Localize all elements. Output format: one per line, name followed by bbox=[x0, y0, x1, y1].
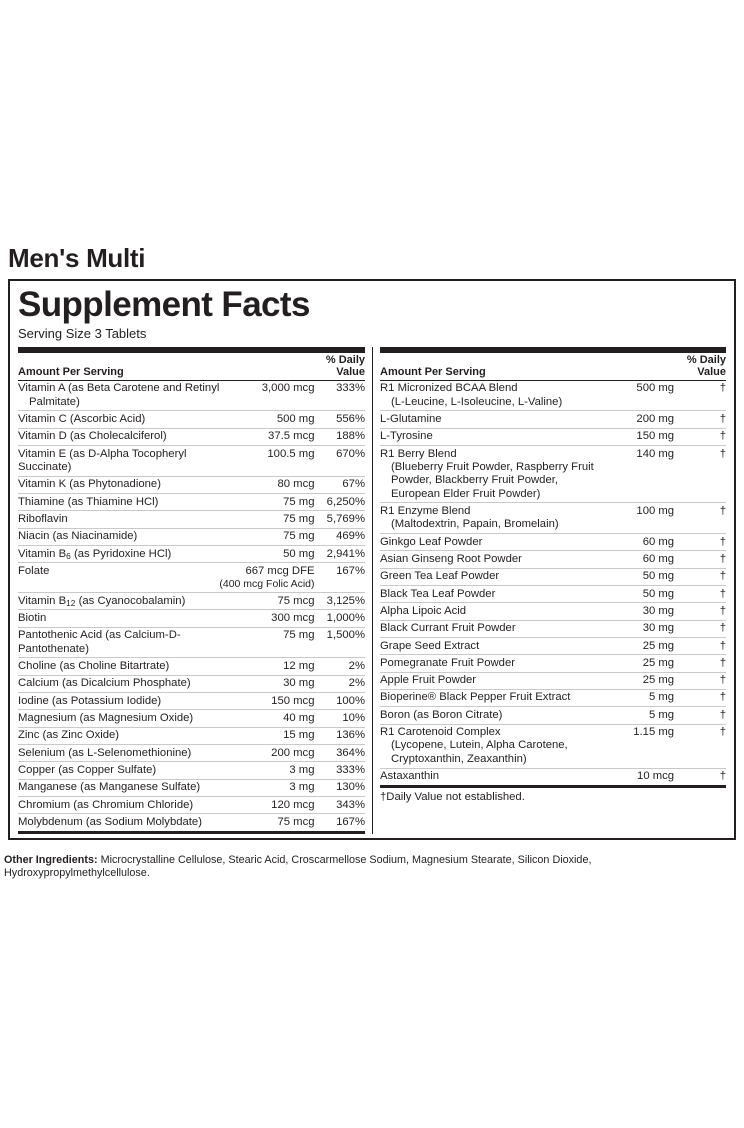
nutrient-daily-value: † bbox=[674, 411, 726, 428]
nutrient-amount: 10 mcg bbox=[595, 768, 675, 786]
nutrient-daily-value: 556% bbox=[315, 411, 366, 428]
nutrient-name: Alpha Lipoic Acid bbox=[380, 603, 595, 620]
other-ingredients-text: Microcrystalline Cellulose, Stearic Acid, Croscarmellose Sodium, Magnesium Stearate, Silicon Dioxide, Hydroxypropylmethylcellulose. bbox=[4, 854, 592, 880]
nutrient-daily-value: † bbox=[674, 707, 726, 724]
nutrient-name: Selenium (as L-Selenomethionine) bbox=[18, 745, 219, 762]
table-row bbox=[18, 528, 365, 545]
nutrient-amount: 100 mg bbox=[595, 503, 675, 534]
nutrient-name: Riboflavin bbox=[18, 511, 219, 528]
table-row bbox=[380, 724, 726, 768]
nutrient-daily-value: 469% bbox=[315, 528, 366, 545]
table-row bbox=[380, 503, 726, 534]
nutrient-name: Copper (as Copper Sulfate) bbox=[18, 762, 219, 779]
nutrient-daily-value: 2% bbox=[315, 675, 366, 692]
table-row bbox=[380, 707, 726, 724]
nutrient-name: Magnesium (as Magnesium Oxide) bbox=[18, 710, 219, 727]
nutrient-amount: 50 mg bbox=[219, 546, 314, 563]
table-row bbox=[380, 768, 726, 786]
nutrient-name: R1 Enzyme Blend (Maltodextrin, Papain, Bromelain) bbox=[380, 503, 595, 534]
nutrient-amount: 3,000 mcg bbox=[219, 380, 314, 411]
nutrient-name: Vitamin K (as Phytonadione) bbox=[18, 476, 219, 493]
page-title: Men's Multi bbox=[8, 243, 146, 273]
nutrient-amount: 3 mg bbox=[219, 762, 314, 779]
table-row bbox=[18, 779, 365, 796]
nutrient-name: Boron (as Boron Citrate) bbox=[380, 707, 595, 724]
nutrient-daily-value: 3,125% bbox=[315, 593, 366, 610]
nutrient-name: Vitamin A (as Beta Carotene and Retinyl Palmitate) bbox=[18, 380, 219, 411]
nutrient-name: Asian Ginseng Root Powder bbox=[380, 551, 595, 568]
table-row bbox=[18, 745, 365, 762]
nutrient-amount: 75 mcg bbox=[219, 593, 314, 610]
table-row bbox=[18, 380, 365, 411]
table-row bbox=[380, 446, 726, 503]
table-row bbox=[18, 428, 365, 445]
nutrient-daily-value: † bbox=[674, 428, 726, 445]
nutrient-name: Chromium (as Chromium Chloride) bbox=[18, 797, 219, 814]
nutrient-amount: 667 mcg DFE (400 mcg Folic Acid) bbox=[219, 563, 314, 593]
nutrient-name: Niacin (as Niacinamide) bbox=[18, 528, 219, 545]
table-row bbox=[18, 411, 365, 428]
nutrient-amount: 15 mg bbox=[219, 727, 314, 744]
nutrient-name: Iodine (as Potassium Iodide) bbox=[18, 693, 219, 710]
nutrient-amount: 30 mg bbox=[219, 675, 314, 692]
nutrient-daily-value: 1,000% bbox=[315, 610, 366, 627]
table-row bbox=[18, 658, 365, 675]
table-row bbox=[380, 411, 726, 428]
table-row bbox=[18, 762, 365, 779]
table-row bbox=[18, 593, 365, 610]
nutrient-name: Zinc (as Zinc Oxide) bbox=[18, 727, 219, 744]
nutrient-amount: 60 mg bbox=[595, 551, 675, 568]
table-row bbox=[18, 627, 365, 658]
nutrient-daily-value: 343% bbox=[315, 797, 366, 814]
nutrient-amount: 1.15 mg bbox=[595, 724, 675, 768]
nutrient-amount: 500 mg bbox=[595, 380, 675, 411]
nutrient-amount: 120 mcg bbox=[219, 797, 314, 814]
table-row bbox=[380, 380, 726, 411]
table-header-row bbox=[18, 350, 365, 381]
table-header-row bbox=[380, 350, 726, 381]
nutrient-amount: 40 mg bbox=[219, 710, 314, 727]
nutrient-amount: 25 mg bbox=[595, 655, 675, 672]
table-row bbox=[380, 534, 726, 551]
nutrient-daily-value: 670% bbox=[315, 446, 366, 477]
nutrient-name: Choline (as Choline Bitartrate) bbox=[18, 658, 219, 675]
table-row bbox=[380, 586, 726, 603]
nutrient-amount: 150 mcg bbox=[219, 693, 314, 710]
nutrient-amount: 300 mcg bbox=[219, 610, 314, 627]
nutrient-amount: 5 mg bbox=[595, 707, 675, 724]
nutrient-daily-value: † bbox=[674, 689, 726, 706]
nutrient-daily-value: 10% bbox=[315, 710, 366, 727]
table-row bbox=[380, 551, 726, 568]
nutrient-daily-value: 1,500% bbox=[315, 627, 366, 658]
nutrient-amount: 30 mg bbox=[595, 603, 675, 620]
nutrient-name: R1 Berry Blend (Blueberry Fruit Powder, Raspberry Fruit Powder, Blackberry Fruit Powder, European Elder Fruit Powder) bbox=[380, 446, 595, 503]
nutrient-daily-value: 67% bbox=[315, 476, 366, 493]
table-row bbox=[18, 814, 365, 832]
header-amount-per-serving: Amount Per Serving bbox=[18, 350, 219, 381]
nutrient-daily-value: † bbox=[674, 551, 726, 568]
nutrient-name: Black Tea Leaf Powder bbox=[380, 586, 595, 603]
table-row bbox=[18, 494, 365, 511]
nutrient-name: Black Currant Fruit Powder bbox=[380, 620, 595, 637]
nutrient-amount: 60 mg bbox=[595, 534, 675, 551]
header-daily-value: % Daily Value bbox=[315, 350, 366, 381]
nutrient-amount: 140 mg bbox=[595, 446, 675, 503]
header-spacer bbox=[219, 350, 314, 381]
nutrient-daily-value: 333% bbox=[315, 762, 366, 779]
nutrient-daily-value: 333% bbox=[315, 380, 366, 411]
nutrient-amount: 75 mg bbox=[219, 511, 314, 528]
supplement-facts-panel bbox=[8, 279, 736, 840]
supplement-facts-heading: Supplement Facts bbox=[18, 285, 310, 324]
table-row bbox=[18, 710, 365, 727]
other-ingredients bbox=[4, 854, 740, 880]
table-row bbox=[18, 693, 365, 710]
nutrient-name: Bioperine® Black Pepper Fruit Extract bbox=[380, 689, 595, 706]
nutrient-daily-value: 167% bbox=[315, 814, 366, 832]
nutrient-daily-value: † bbox=[674, 655, 726, 672]
nutrient-daily-value: † bbox=[674, 768, 726, 786]
header-daily-value: % Daily Value bbox=[674, 350, 726, 381]
nutrient-daily-value: † bbox=[674, 620, 726, 637]
table-row bbox=[18, 446, 365, 477]
nutrient-amount: 50 mg bbox=[595, 568, 675, 585]
nutrient-amount: 50 mg bbox=[595, 586, 675, 603]
nutrient-amount: 12 mg bbox=[219, 658, 314, 675]
nutrition-columns bbox=[18, 347, 726, 834]
nutrient-daily-value: † bbox=[674, 503, 726, 534]
nutrient-daily-value: 100% bbox=[315, 693, 366, 710]
table-row bbox=[380, 638, 726, 655]
nutrient-daily-value: 167% bbox=[315, 563, 366, 593]
nutrient-amount: 25 mg bbox=[595, 638, 675, 655]
table-row bbox=[18, 563, 365, 593]
nutrient-name: Grape Seed Extract bbox=[380, 638, 595, 655]
nutrient-amount: 80 mcg bbox=[219, 476, 314, 493]
nutrient-daily-value: † bbox=[674, 380, 726, 411]
nutrient-name: Vitamin D (as Cholecalciferol) bbox=[18, 428, 219, 445]
nutrient-name: Vitamin E (as D-Alpha Tocopheryl Succinate) bbox=[18, 446, 219, 477]
nutrition-column-right bbox=[372, 347, 726, 834]
nutrient-name: L-Tyrosine bbox=[380, 428, 595, 445]
nutrient-amount: 75 mg bbox=[219, 528, 314, 545]
nutrient-amount: 30 mg bbox=[595, 620, 675, 637]
daily-value-footnote: †Daily Value not established. bbox=[380, 790, 525, 803]
nutrient-name: R1 Carotenoid Complex (Lycopene, Lutein, Alpha Carotene, Cryptoxanthin, Zeaxanthin) bbox=[380, 724, 595, 768]
nutrient-daily-value: 130% bbox=[315, 779, 366, 796]
nutrient-daily-value: † bbox=[674, 534, 726, 551]
nutrient-name: Pomegranate Fruit Powder bbox=[380, 655, 595, 672]
table-row bbox=[18, 610, 365, 627]
table-row bbox=[380, 689, 726, 706]
table-row bbox=[18, 797, 365, 814]
nutrient-daily-value: 6,250% bbox=[315, 494, 366, 511]
nutrient-amount: 500 mg bbox=[219, 411, 314, 428]
table-row bbox=[380, 428, 726, 445]
nutrient-daily-value: † bbox=[674, 446, 726, 503]
nutrient-daily-value: † bbox=[674, 603, 726, 620]
nutrient-amount: 200 mcg bbox=[219, 745, 314, 762]
nutrient-daily-value: † bbox=[674, 568, 726, 585]
nutrient-name: R1 Micronized BCAA Blend (L-Leucine, L-Isoleucine, L-Valine) bbox=[380, 380, 595, 411]
nutrient-name: Thiamine (as Thiamine HCl) bbox=[18, 494, 219, 511]
nutrient-name: Vitamin $B_6$ (as Pyridoxine HCl) bbox=[18, 546, 219, 563]
nutrient-amount: 150 mg bbox=[595, 428, 675, 445]
nutrient-name: Pantothenic Acid (as Calcium-D-Pantothenate) bbox=[18, 627, 219, 658]
nutrient-daily-value: † bbox=[674, 724, 726, 768]
nutrient-name: Vitamin $B_{12}$ (as Cyanocobalamin) bbox=[18, 593, 219, 610]
nutrition-column-left bbox=[18, 347, 372, 834]
nutrient-daily-value: 188% bbox=[315, 428, 366, 445]
table-row bbox=[18, 476, 365, 493]
table-row bbox=[18, 675, 365, 692]
table-row bbox=[380, 620, 726, 637]
nutrient-amount: 200 mg bbox=[595, 411, 675, 428]
nutrient-daily-value: 136% bbox=[315, 727, 366, 744]
nutrient-amount: 3 mg bbox=[219, 779, 314, 796]
nutrient-name: Biotin bbox=[18, 610, 219, 627]
table-row bbox=[380, 672, 726, 689]
nutrient-daily-value: 2,941% bbox=[315, 546, 366, 563]
table-row bbox=[380, 568, 726, 585]
nutrition-table-right bbox=[380, 347, 726, 788]
header-spacer bbox=[595, 350, 675, 381]
nutrient-daily-value: † bbox=[674, 672, 726, 689]
nutrient-daily-value: † bbox=[674, 586, 726, 603]
nutrient-daily-value: 364% bbox=[315, 745, 366, 762]
table-row bbox=[18, 727, 365, 744]
table-row bbox=[380, 655, 726, 672]
nutrient-name: Folate bbox=[18, 563, 219, 593]
nutrient-daily-value: 2% bbox=[315, 658, 366, 675]
nutrient-name: L-Glutamine bbox=[380, 411, 595, 428]
nutrient-daily-value: 5,769% bbox=[315, 511, 366, 528]
nutrient-name: Green Tea Leaf Powder bbox=[380, 568, 595, 585]
other-ingredients-label: Other Ingredients: bbox=[4, 854, 98, 866]
nutrient-amount: 75 mcg bbox=[219, 814, 314, 832]
nutrient-name: Calcium (as Dicalcium Phosphate) bbox=[18, 675, 219, 692]
table-row bbox=[380, 603, 726, 620]
nutrient-amount: 25 mg bbox=[595, 672, 675, 689]
nutrient-amount: 75 mg bbox=[219, 494, 314, 511]
table-row bbox=[18, 511, 365, 528]
table-row bbox=[18, 546, 365, 563]
nutrient-name: Manganese (as Manganese Sulfate) bbox=[18, 779, 219, 796]
nutrient-amount: 37.5 mcg bbox=[219, 428, 314, 445]
nutrient-name: Astaxanthin bbox=[380, 768, 595, 786]
nutrient-name: Molybdenum (as Sodium Molybdate) bbox=[18, 814, 219, 832]
nutrition-table-left bbox=[18, 347, 365, 834]
nutrient-name: Ginkgo Leaf Powder bbox=[380, 534, 595, 551]
nutrient-amount: 75 mg bbox=[219, 627, 314, 658]
nutrient-amount: 5 mg bbox=[595, 689, 675, 706]
nutrient-name: Vitamin C (Ascorbic Acid) bbox=[18, 411, 219, 428]
nutrient-daily-value: † bbox=[674, 638, 726, 655]
header-amount-per-serving: Amount Per Serving bbox=[380, 350, 595, 381]
nutrient-amount: 100.5 mg bbox=[219, 446, 314, 477]
nutrient-name: Apple Fruit Powder bbox=[380, 672, 595, 689]
serving-size: Serving Size 3 Tablets bbox=[18, 325, 147, 341]
